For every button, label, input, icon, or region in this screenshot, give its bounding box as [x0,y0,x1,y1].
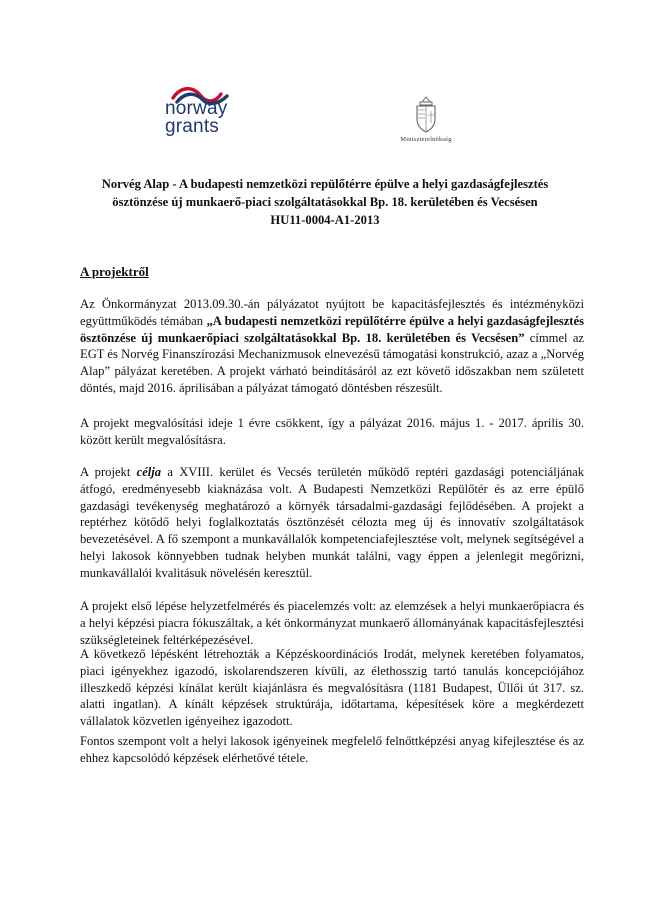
paragraph-3 [80,464,584,582]
paragraph-6 [80,733,584,767]
norway-grants-logo [165,84,275,144]
title-line-1: Norvég Alap - A budapesti nemzetközi repülőtérre épülve a helyi gazdaságfejlesztés [101,177,549,191]
ministry-logo [376,95,476,145]
project-code: HU11-0004-A1-2013 [270,213,380,227]
norway-logo-line1: norway [165,98,228,119]
p1-project-name: „A budapesti nemzetközi repülőtérre épülve a helyi gazdaságfejlesztés ösztönzése új munkaerőpiaci szolgáltatásokkal Bp. 18. kerületében és Vecsésen” [80,313,584,345]
norway-logo-line2: grants [165,116,220,137]
paragraph-2 [80,415,584,449]
ministry-label: Miniszterelnökség [400,136,452,143]
p6-text: Fontos szempont volt a helyi lakosok igényeinek megfelelő felnőttképzési anyag kifejlesztése és az ehhez kapcsolódó képzések elérhetővé tétele. [80,734,584,765]
p2-text: A projekt megvalósítási ideje 1 évre csökkent, így a pályázat 2016. május 1. - 2017. április 30. között került megvalósításra. [80,416,584,447]
p3-goal-word: célja [136,465,162,479]
p4-text: A projekt első lépése helyzetfelmérés és piacelemzés volt: az elemzések a helyi munkaerőpiacra és a helyi képzési piacra fókuszáltak, a két önkormányzat munkaerő állományának kapacitásfejlesztési szükségleteinek feltérképezésével. [80,599,584,647]
p3-text-c: a XVIII. kerület és Vecsés területén működő reptéri gazdasági potenciáljának átfogó, eredményesebb kiaknázása volt. A Budapesti Nemzetközi Repülőtér és az erre épülő gazdasági tevékenység meghatározó a környék társadalmi-gazdasági fejlődésében. A projekt a reptérhez kötődő helyi foglalkoztatás ösztönzését célozta meg új és innovatív szolgáltatások bevezetésével. A fő szempont a munkavállalók kompetenciafejlesztése volt, melynek segítségével a helyi lakosok könnyebben tudnak helyben munkát találni, vagy éppen a jelenlegit megőrizni, munkavállalói kvalitásuk növelésén keresztül. [80,465,585,580]
title-line-2: ösztönzése új munkaerő-piaci szolgáltatásokkal Bp. 18. kerületében és Vecsésen [112,195,538,209]
section-heading: A projektről [80,264,149,279]
p1-text-c: címmel az EGT és Norvég Finanszírozási Mechanizmusok elnevezésű támogatási konstrukció, azaz a „Norvég Alap” pályázat keretében. A projekt várható beindításáról az ezt követő időszakban nem született döntés, majd 2016. áprilisában a pályázat támogató döntésben részesült. [80,330,584,395]
hungarian-coat-of-arms-icon [413,95,439,133]
paragraph-5 [80,646,584,730]
p3-text-a: A projekt [80,465,137,479]
p5-text: A következő lépésként létrehozták a Képzéskoordinációs Irodát, melynek keretében folyamatos, piaci igényekhez igazodó, iskolarendszeren kívüli, az élethosszig tartó tanulás koncepciójához illeszkedő képzési kínálat került kiajánlásra és megvalósításra (1181 Budapest, Üllői út 317. sz. alatti ingatlan). A kínált képzések struktúrája, időtartama, képesítések köre a megkérdezett vállalatok közvetlen igényeihez igazodott. [80,647,584,729]
p1-text-a: Az Önkormányzat 2013.09.30.-án pályázatot nyújtott be kapacitásfejlesztés és intézményközi együttműködés témában [80,297,584,328]
paragraph-4 [80,598,584,648]
paragraph-1 [80,296,584,397]
document-title [70,175,580,229]
